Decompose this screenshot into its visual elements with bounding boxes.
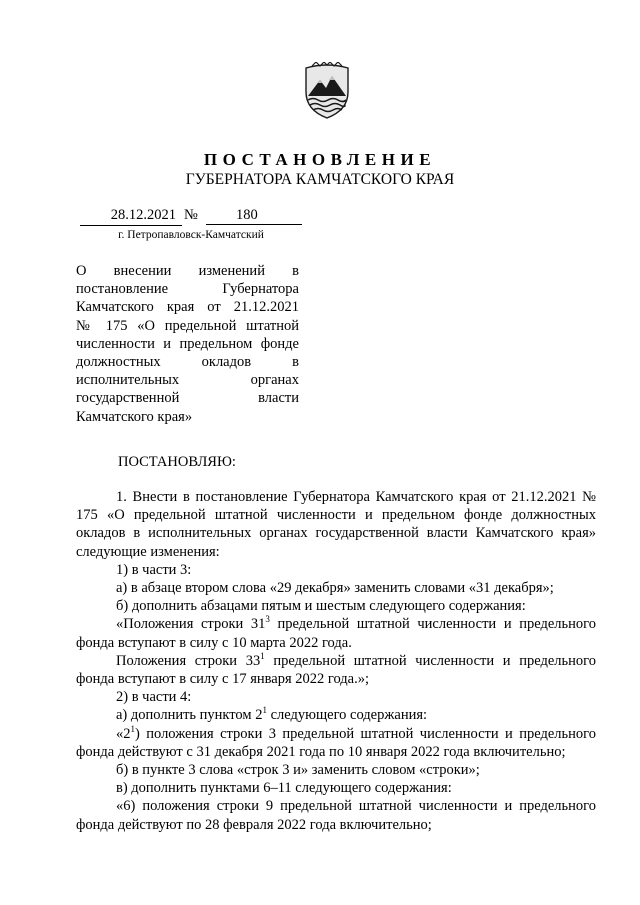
number-sign: № — [184, 207, 198, 223]
paragraph-text: следующего содержания: — [266, 707, 428, 724]
subject-line: государственной власти — [76, 390, 299, 407]
paragraph-text: «2 — [116, 725, 131, 742]
paragraph-text: предельной штатной численности и предельного фонда вступают в силу с 17 января 2022 года.»; — [76, 652, 596, 688]
date-field — [80, 206, 182, 226]
paragraph — [76, 725, 596, 761]
city-name: г. Петропавловск-Камчатский — [118, 229, 264, 241]
paragraph: «6) положения строки 9 предельной штатной численности и предельного фонда действуют по 28 февраля 2022 года включительно; — [76, 798, 596, 833]
subject-line: исполнительных органах — [76, 372, 299, 389]
paragraph: а) в абзаце втором слова «29 декабря» заменить словами «31 декабря»; — [116, 580, 554, 597]
subject-line: № 175 «О предельной штатной — [76, 317, 299, 334]
paragraph: 1. Внести в постановление Губернатора Камчатского края от 21.12.2021 № 175 «О предельной штатной численности и предельном фонде должностных окладов в исполнительных органах государственной власти Камчатского края» следующие изменения: — [76, 489, 596, 560]
subject-line: Камчатского края» — [76, 408, 193, 425]
paragraph-text: Положения строки 33 — [116, 652, 261, 669]
number-field — [206, 206, 302, 225]
decree-word: ПОСТАНОВЛЯЮ: — [118, 454, 236, 470]
paragraph: б) в пункте 3 слова «строк 3 и» заменить словом «строки»; — [116, 762, 480, 779]
document-date: 28.12.2021 — [110, 207, 176, 223]
document-subtitle: ГУБЕРНАТОРА КАМЧАТСКОГО КРАЯ — [185, 171, 455, 188]
paragraph: в) дополнить пунктами 6–11 следующего содержания: — [116, 780, 452, 797]
subject-line: должностных окладов в — [76, 354, 299, 371]
subject-line: Камчатского края от 21.12.2021 — [76, 299, 299, 316]
paragraph — [76, 615, 596, 651]
document-subject — [76, 262, 299, 426]
paragraph-text: предельной штатной численности и предельного фонда вступают в силу с 10 марта 2022 года. — [76, 616, 596, 651]
superscript: 1 — [130, 723, 135, 734]
paragraph-text: «Положения строки 31 — [116, 616, 266, 633]
subject-line: численности и предельном фонде — [76, 335, 299, 352]
paragraph: 1) в части 3: — [116, 561, 192, 578]
document-title: ПОСТАНОВЛЕНИЕ — [203, 150, 437, 169]
paragraph — [76, 652, 596, 688]
superscript: 1 — [260, 650, 265, 661]
document-body — [76, 488, 596, 834]
paragraph: 2) в части 4: — [116, 689, 192, 706]
superscript: 3 — [265, 614, 270, 625]
paragraph-text: ) положения строки 3 предельной штатной численности и предельного фонда действуют с 31 декабря 2021 года по 10 января 2022 года включительно; — [76, 725, 596, 760]
subject-line: постановление Губернатора — [76, 281, 299, 298]
paragraph: б) дополнить абзацами пятым и шестым следующего содержания: — [116, 598, 526, 615]
superscript: 1 — [262, 705, 267, 716]
paragraph — [76, 706, 596, 724]
coat-of-arms-icon — [300, 62, 354, 120]
document-number: 180 — [236, 207, 258, 223]
paragraph-text: а) дополнить пунктом 2 — [116, 707, 263, 724]
subject-line: О внесении изменений в — [76, 263, 299, 279]
